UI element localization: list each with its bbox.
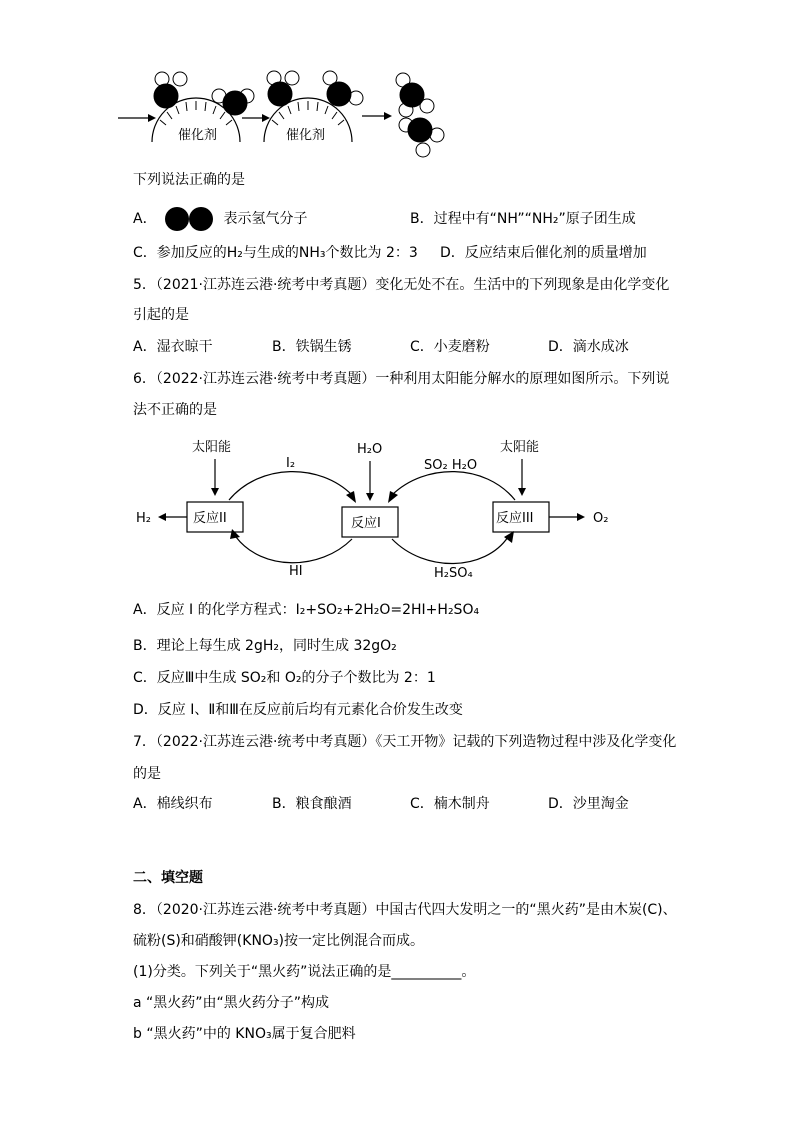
process-arrow	[118, 114, 156, 122]
option-d: D．反应 I、Ⅱ和Ⅲ在反应前后均有元素化合价发生改变	[133, 702, 463, 718]
section-title: 二、填空题	[133, 870, 203, 886]
solar-water-splitting-diagram	[0, 425, 794, 595]
reaction-1-label: 反应I	[351, 516, 381, 531]
option-text: 表示氢气分子	[223, 211, 308, 227]
question-6-line2: 法不正确的是	[133, 402, 217, 418]
h2so4-label: H₂SO₄	[434, 566, 473, 581]
option-d: D．沙里淘金	[548, 796, 629, 812]
process-arrow	[362, 112, 392, 120]
option-a: A．棉线织布	[133, 796, 213, 812]
h2o-input-label: H₂O	[357, 442, 383, 457]
molecule-n-h	[267, 71, 299, 106]
question-7-line2: 的是	[133, 766, 161, 782]
question-stem: 下列说法正确的是	[133, 172, 245, 188]
option-label: A．	[133, 211, 157, 227]
catalyst-label: 催化剂	[178, 128, 218, 143]
so2-h2o-label: SO₂ H₂O	[424, 458, 478, 473]
h2-output-label: H₂	[136, 511, 151, 526]
question-5-line1: 5．（2021·江苏连云港·统考中考真题）变化无处不在。生活中的下列现象是由化学变化	[133, 277, 670, 293]
molecule-n-h2	[323, 71, 363, 106]
choice-a: a “黑火药”由“黑火药分子”构成	[133, 995, 330, 1011]
o2-output-label: O₂	[593, 511, 609, 526]
molecule-n-h	[154, 72, 187, 108]
option-a: A．反应 I 的化学方程式：I₂+SO₂+2H₂O=2HI+H₂SO₄	[133, 602, 480, 618]
option-b: B．粮食酿酒	[272, 796, 352, 812]
ammonia-molecule	[396, 73, 434, 117]
option-c: C．小麦磨粉	[410, 339, 490, 355]
molecule-n-h2	[212, 89, 254, 115]
i2-label: I₂	[286, 456, 296, 471]
hi-label: HI	[289, 564, 303, 579]
option-c: C．反应Ⅲ中生成 SO₂和 O₂的分子个数比为 2：1	[133, 670, 436, 686]
sub-question-1: (1)分类。下列关于“黑火药”说法正确的是__________。	[133, 964, 476, 980]
solar-energy-label: 太阳能	[500, 440, 540, 455]
reaction-3-label: 反应III	[496, 511, 534, 526]
catalyst-process-figure	[0, 0, 794, 170]
question-8-line2: 硫粉(S)和硝酸钾(KNO₃)按一定比例混合而成。	[133, 933, 425, 949]
option-a: A．湿衣晾干	[133, 339, 213, 355]
option-d: D．滴水成冰	[548, 339, 629, 355]
option-c: C．楠木制舟	[410, 796, 490, 812]
option-c: C．参加反应的H₂与生成的NH₃个数比为 2：3	[133, 245, 418, 261]
question-8-line1: 8．（2020·江苏连云港·统考中考真题）中国古代四大发明之一的“黑火药”是由木炭(C)、	[133, 902, 677, 918]
option-b: B．过程中有“NH”“NH₂”原子团生成	[410, 211, 636, 227]
ammonia-molecule	[399, 118, 444, 157]
option-d: D．反应结束后催化剂的质量增加	[440, 245, 647, 261]
choice-b: b “黑火药”中的 KNO₃属于复合肥料	[133, 1026, 356, 1042]
reaction-2-label: 反应II	[193, 511, 227, 526]
question-7-line1: 7．（2022·江苏连云港·统考中考真题）《天工开物》记载的下列造物过程中涉及化学变化	[133, 734, 677, 750]
question-6-line1: 6．（2022·江苏连云港·统考中考真题）一种利用太阳能分解水的原理如图所示。下列说	[133, 371, 670, 387]
catalyst-label: 催化剂	[286, 128, 326, 143]
option-b: B．理论上每生成 2gH₂，同时生成 32gO₂	[133, 638, 397, 654]
hydrogen-molecule-icon	[163, 206, 217, 232]
option-b: B．铁锅生锈	[272, 339, 352, 355]
process-arrow	[242, 114, 270, 122]
option-a	[133, 206, 307, 232]
solar-energy-label: 太阳能	[192, 440, 232, 455]
question-5-line2: 引起的是	[133, 307, 189, 323]
